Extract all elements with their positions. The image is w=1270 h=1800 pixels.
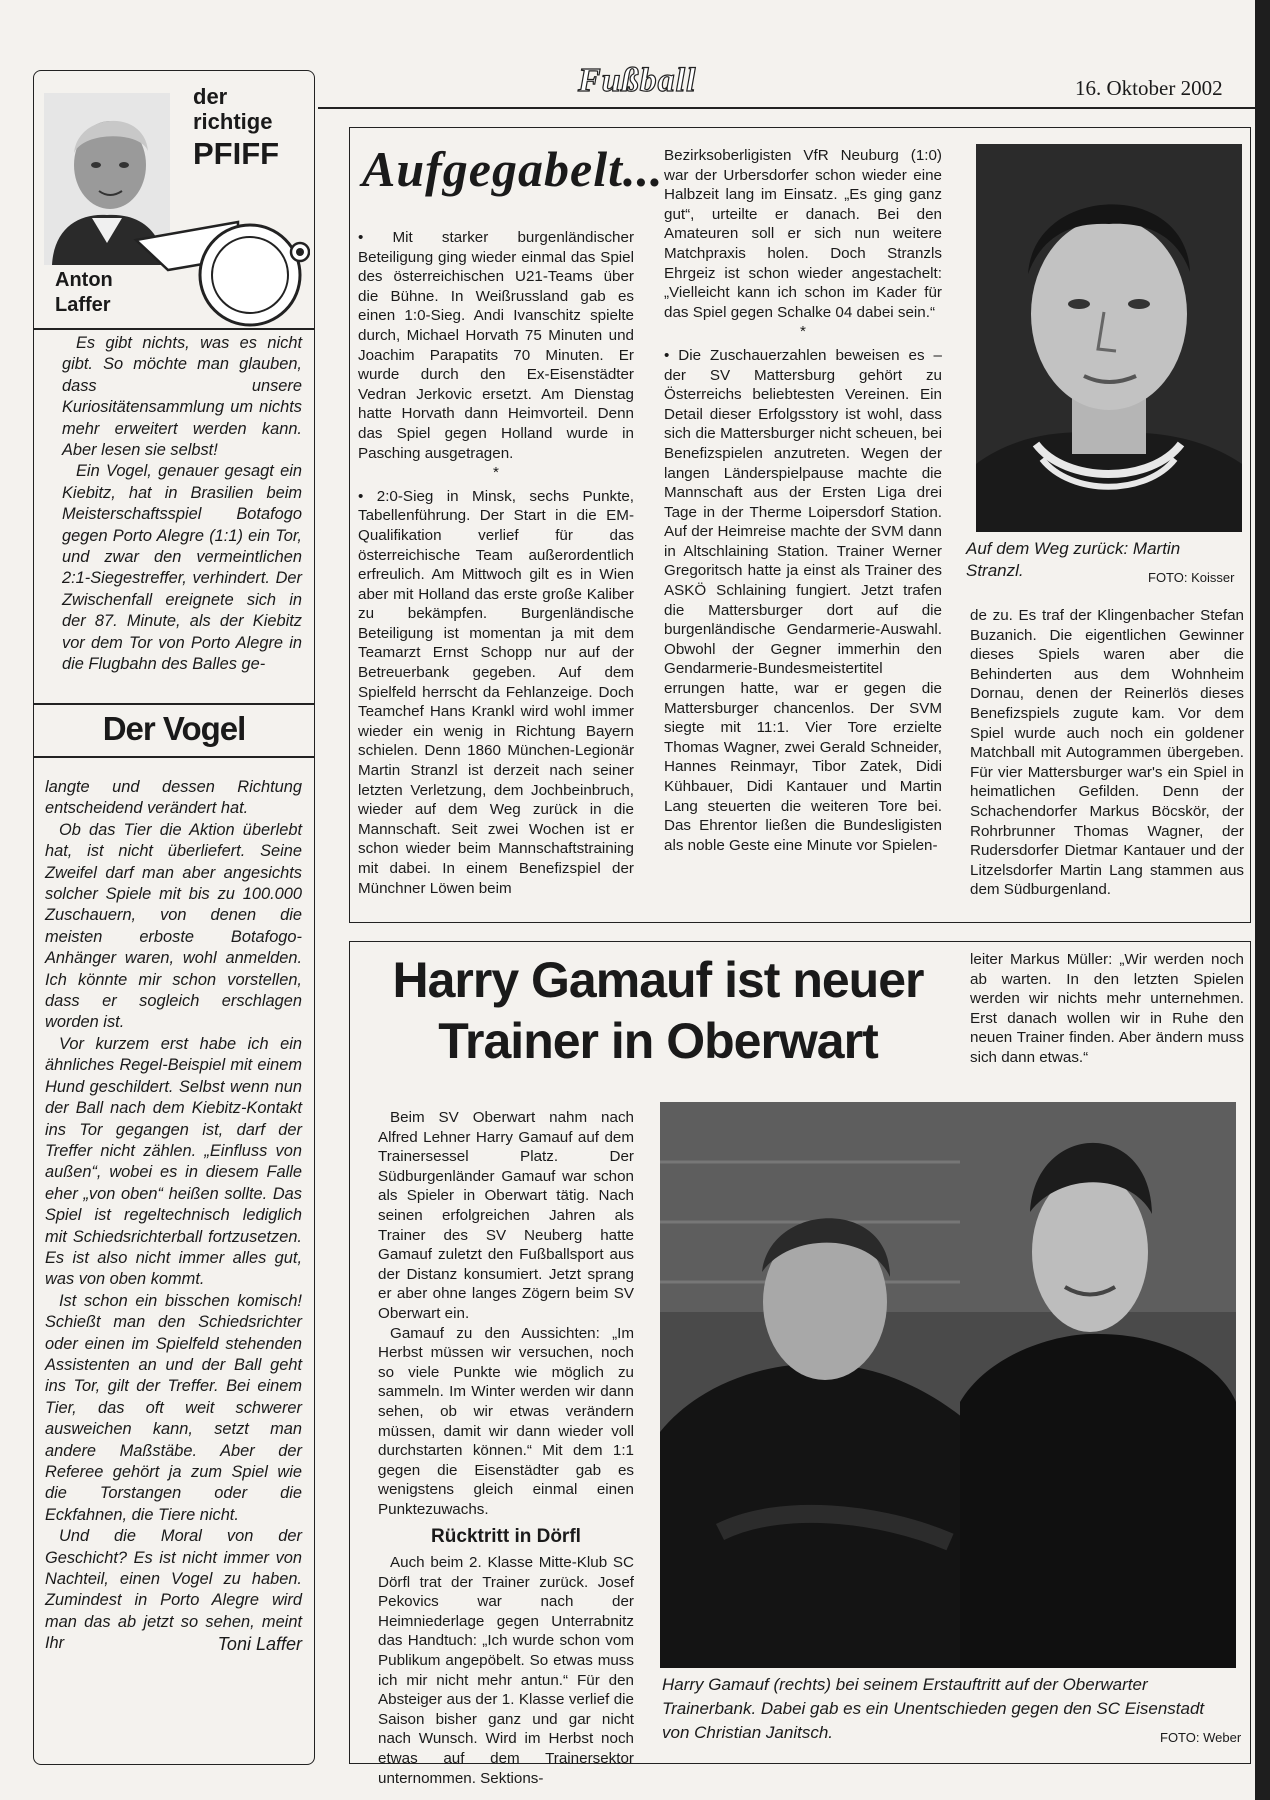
- column-body-para: Ob das Tier die Aktion überlebt hat, ist nicht überliefert. Seine Zweifel darf man aber angesichts solcher Spiele mit bis zu 100.000 Zuschauern, von denen die meisten erboste Botafogo-Anhänger waren, wohl anmelden. Ich könnte mir schon vorstellen, dass er sogleich erschlagen worden ist.: [45, 820, 302, 1032]
- column-title-rule-top: [34, 703, 314, 705]
- gamauf-sidebar-text: leiter Markus Müller: „Wir werden noch ab warten. In den letzten Spielen werden wir nichts mehr unternehmen. Erst danach wollen wir in Ruhe den neuen Trainer finden. Aber ändern muss sich dann etwas.“: [970, 951, 1244, 1066]
- column-signature: Toni Laffer: [217, 1633, 302, 1654]
- gamauf-para: Auch beim 2. Klasse Mitte-Klub SC Dörfl trat der Trainer zurück. Josef Pekovics war nach der Heimniederlage gegen Unterrabnitz das Handtuch: „Ich wurde schon vom Publikum angepöbelt. So etwas muss ich mir nicht mehr antun.“ Für den Absteiger aus der 1. Klasse verlief die Saison bisher ganz und gar nicht nach Wunsch. Wird im Herbst noch etwas auf dem Trainersektor unternommen. Sektions-: [378, 1554, 634, 1787]
- aufgegabelt-col2: [664, 146, 942, 855]
- aufgegabelt-separator: *: [800, 323, 806, 341]
- column-body-para: Ist schon ein bisschen komisch! Schießt man den Schiedsrichter oder einen im Spielfeld stehenden Assistenten an und der Ball geht ins Tor, gilt der Treffer. Bei einem Tier, das oft weit schwerer ausweichen kann, setzt man andere Maßstäbe. Aber der Referee gehört ja zum Spiel wie die Torstangen oder die Eckfahnen, die Tiere nicht.: [45, 1291, 302, 1524]
- aufgegabelt-para: Bezirksoberligisten VfR Neuburg (1:0) war der Urbersdorfer schon wieder eine Halbzeit lang im Einsatz. „Es ging ganz gut“, urteilte er danach. Bei den Amateuren soll er sich nun weitere Matchpraxis holen. Doch Stranzls Ehrgeiz ist schon wieder angestachelt: „Vielleicht kann ich schon im Kader für das Spiel gegen Schalke 04 dabei sein.“: [664, 147, 942, 321]
- column-body-para: Vor kurzem erst habe ich ein ähnliches Regel-Beispiel mit einem Hund geschildert. Selbst wenn nun der Ball nach dem Kiebitz-Kontakt ins Tor gegangen ist, darf der Treffer nicht zählen. „Einfluss von außen“, wobei es in diesem Falle eher „von oben“ heißen sollte. Das Spiel ist regeltechnisch lediglich mit Schiedsrichterball fortzusetzen. Es ist also nicht immer alles gut, was von oben kommt.: [45, 1034, 302, 1289]
- column-intro-para: Ein Vogel, genauer gesagt ein Kiebitz, hat in Brasilien beim Meisterschaftsspiel Botafogo gegen Porto Alegre (1:1) ein Tor, und zwar den vermeintlichen 2:1-Siegestreffer, verhindert. Der Zwischenfall ereignete sich in der 87. Minute, als der Kiebitz vor dem Tor von Porto Alegre in die Flugbahn des Balles ge-: [62, 462, 302, 674]
- section-title: Fußball: [578, 62, 697, 99]
- column-title-rule-bottom: [34, 756, 314, 758]
- gamauf-subhead: Rücktritt in Dörfl: [431, 1526, 581, 1548]
- aufgegabelt-col3: [970, 606, 1244, 900]
- column-body-para: langte und dessen Richtung entscheidend verändert hat.: [45, 778, 302, 818]
- column-kicker: der richtige PFIFF: [193, 84, 280, 171]
- aufgegabelt-title: Aufgegabelt...: [362, 141, 664, 197]
- gamauf-headline: Harry Gamauf ist neuer Trainer in Oberwart: [392, 952, 924, 1069]
- column-body: [45, 777, 302, 1655]
- page-edge: [1255, 0, 1270, 1800]
- column-title: Der Vogel: [102, 710, 246, 747]
- gamauf-body: [378, 1108, 634, 1788]
- gamauf-para: Beim SV Oberwart nahm nach Alfred Lehner Harry Gamauf auf dem Trainersessel Platz. Der Südburgenländer Gamauf war schon als Spieler in Oberwart tätig. Nach seinen erfolgreichen Jahren als Trainer des SV Neuberg hatte Gamauf zuletzt den Fußballsport aus der Distanz konsumiert. Jetzt sprang er aber ohne langes Zögern beim SV Oberwart ein.: [378, 1109, 634, 1322]
- aufgegabelt-para: • Die Zuschauerzahlen beweisen es – der SV Mattersburg gehört zu Österreichs beliebtesten Vereinen. Ein Detail dieser Erfolgsstory ist wohl, dass sich die Mattersburger nicht scheuen, bei Benefizspielen anzutreten. Wegen der langen Länderspielpause machte die Mannschaft aus der Ersten Liga drei Tage in der Therme Loipersdorf Station. Auf der Heimreise machte der SVM dann in Altschlaining Station. Trainer Werner Gregoritsch hatte ja einst als Trainer des ASKÖ Schlaining fungiert. Jetzt trafen die Mattersburger dort auf die burgenländische Gendarmerie-Auswahl. Obwohl der Gegner immerhin den Gendarmerie-Bundesmeistertitel errungen hatte, war er gegen die Mattersburger chancenlos. Der SVM siegte mit 11:1. Vier Tore erzielte Thomas Wagner, zwei Gerald Schneider, Hannes Reinmayr, Tibor Zatek, Didi Kühbauer, Didi Kantauer und Martin Lang steuerten die weiteren Tore bei. Das Ehrentor ließen die Bundesligisten als noble Geste eine Minute vor Spielen-: [664, 346, 942, 854]
- column-author: Anton Laffer: [55, 269, 113, 316]
- gamauf-credit: FOTO: Weber: [1160, 1730, 1242, 1745]
- aufgegabelt-col1: [358, 228, 634, 898]
- column-intro: [62, 333, 302, 676]
- aufgegabelt-para: • 2:0-Sieg in Minsk, sechs Punkte, Tabellenführung. Der Start in die EM-Qualifikation verlief für das österreichische Team außerordentlich erfreulich. Am Mittwoch gilt es in Wien aber mit Holland das erste große Kaliber zu bekämpfen. Burgenländische Beteiligung ist momentan ja mit dem Teamarzt Ernst Schopp nur auf der Betreuerbank gegeben. Auf dem Spielfeld herrscht da Fehlanzeige. Doch Teamchef Hans Krankl wird wohl immer wieder ein wenig in Richtung Bayern schielen. Denn 1860 München-Legionär Martin Stranzl ist derzeit nach seiner letzten Verletzung, dem Jochbeinbruch, wieder auf dem Weg zurück in die Mannschaft. Seit zwei Wochen ist er schon wieder beim Mannschaftstraining mit dabei. In einem Benefizspiel der Münchner Löwen beim: [358, 487, 634, 897]
- page-date: 16. Oktober 2002: [1075, 76, 1223, 100]
- column-body-para: Und die Moral von der Geschicht? Es ist nicht immer von Nachteil, einen Vogel zu haben. Zumindest in Porto Alegre wird man das ab jetzt so sehen, meint Ihr: [45, 1527, 302, 1653]
- whistle-icon: [128, 200, 310, 334]
- gamauf-photo: [660, 1102, 1236, 1668]
- aufgegabelt-separator: *: [493, 464, 499, 482]
- stranzl-credit: FOTO: Koisser: [1148, 570, 1235, 585]
- aufgegabelt-para: • Mit starker burgenländischer Beteiligung ging wieder einmal das Spiel des österreichischen U21-Teams über die Bühne. In Weißrussland gab es einen 1:0-Sieg. Andi Ivanschitz spielte durch, Michael Horvath 75 Minuten und Joachim Parapatits 70 Minuten. Er wurde durch den Ex-Eisenstädter Vedran Jerkovic ersetzt. Am Dienstag hatte Horvath dann Heimvorteil. Denn das Spiel gegen Holland wurde in Pasching ausgetragen.: [358, 229, 634, 462]
- gamauf-caption: Harry Gamauf (rechts) bei seinem Erstauftritt auf der Oberwarter Trainerbank. Dabei gab es ein Unentschieden gegen den SC Eisenstadt von Christian Janitsch.: [662, 1675, 1205, 1742]
- column-intro-para: Es gibt nichts, was es nicht gibt. So möchte man glauben, dass unsere Kuriositätensammlung um nichts mehr erweitert werden kann. Aber lesen sie selbst!: [62, 334, 302, 460]
- stranzl-caption: Auf dem Weg zurück: Martin Stranzl.: [966, 539, 1181, 580]
- header-rule: [318, 107, 1263, 109]
- stranzl-photo: [976, 144, 1242, 532]
- column-divider: [34, 328, 314, 330]
- aufgegabelt-para: de zu. Es traf der Klingenbacher Stefan Buzanich. Die eigentlichen Gewinner dieses Spiels waren aber die Behinderten aus dem Wohnheim Dornau, denen der Reinerlös dieses Benefizspiels zugute kam. Vor dem Spiel wurde auch noch ein goldener Matchball mit Autogrammen übergeben. Für vier Mattersburger war's ein Spiel in heimatlichen Gefilden. Denn der Schachendorfer Markus Böcskör, der Rohrbrunner Thomas Wagner, der Rudersdorfer Dietmar Kantauer und der Litzelsdorfer Martin Lang stammen aus dem Südburgenland.: [970, 607, 1244, 899]
- gamauf-para: Gamauf zu den Aussichten: „Im Herbst müssen wir versuchen, noch so viele Punkte wie möglich zu sammeln. Im Winter werden wir dann sehen, ob wir etwas verändern müssen, damit wir dann wieder voll durchstarten können.“ Mit dem 1:1 gegen die Eisenstädter gab es wenigstens gleich einmal einen Punktezuwachs.: [378, 1324, 634, 1518]
